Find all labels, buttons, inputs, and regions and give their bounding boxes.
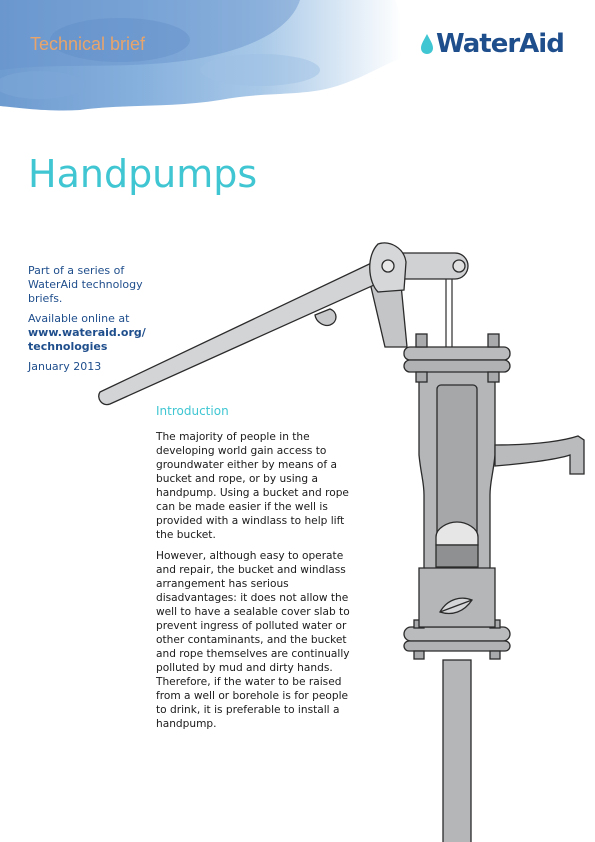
section-heading: Introduction bbox=[156, 404, 229, 418]
paragraph-2: However, although easy to operate and repair, the bucket and windlass arrangement has serious disadvantages: it does not allow the well to have a sealable cover slab to prevent ingress of polluted water or other contaminants, and the bucket and rope themselves are continually polluted by mud and dirty hands. Therefore, if the water to be raised from a well or borehole is for people to drink, it is preferable to install a handpump. bbox=[156, 550, 350, 730]
publication-date: January 2013 bbox=[28, 360, 102, 373]
url-link-line2[interactable]: technologies bbox=[28, 340, 108, 353]
logo-text: WaterAid bbox=[436, 29, 564, 59]
page-title: Handpumps bbox=[28, 152, 258, 196]
technical-brief-label: Technical brief bbox=[30, 34, 146, 54]
available-text: Available online at bbox=[28, 312, 130, 325]
main-content bbox=[156, 404, 352, 738]
series-text: Part of a series of WaterAid technology briefs. bbox=[28, 264, 143, 305]
url-link-line1[interactable]: www.wateraid.org/ bbox=[28, 326, 146, 339]
paragraph-1: The majority of people in the developing world gain access to groundwater either by means of a bucket and rope, or by using a handpump. Using a bucket and rope can be made easier if the well is provided with a windlass to help lift the bucket. bbox=[156, 431, 349, 541]
